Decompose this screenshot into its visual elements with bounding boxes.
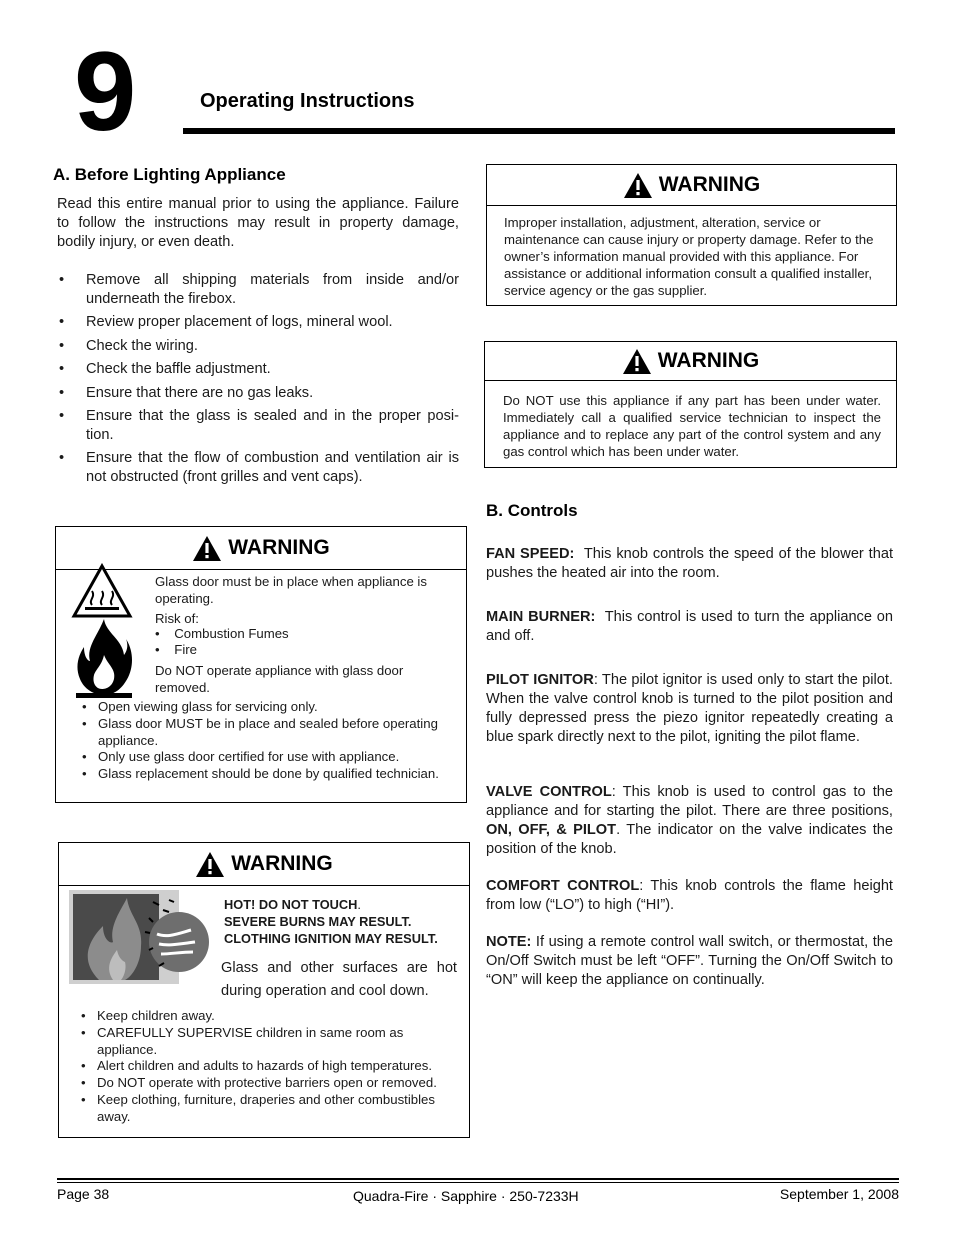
chapter-divider xyxy=(183,128,895,134)
list-item: • Fire xyxy=(155,642,197,657)
control-valve: VALVE CONTROL: This knob is used to control gas to the appliance and for starting the pilot. There are three positions, ON, OFF, & PILOT. The indicator on the valve indicates the position of the knob. xyxy=(486,784,893,857)
section-a-intro: Read this entire manual prior to using the appliance. Failure to follow the instructions may result in property damage, bodily injury, or even death. xyxy=(57,196,459,250)
list-item: • CAREFULLY SUPERVISE children in same room as appliance. xyxy=(81,1024,404,1057)
warning-header xyxy=(487,165,896,206)
footer-divider xyxy=(57,1178,899,1180)
list-item: • Ensure that there are no gas leaks. xyxy=(59,384,314,401)
list-item: • Only use glass door certified for use with appliance. xyxy=(82,749,400,765)
list-item: • Keep clothing, furniture, draperies and other combustibles away. xyxy=(81,1091,435,1124)
warning-glass-bullets xyxy=(77,699,447,783)
warning-glass-risk-label: Risk of: xyxy=(155,611,199,626)
warning-hot-caps: HOT! DO NOT TOUCH. SEVERE BURNS MAY RESULT. CLOTHING IGNITION MAY RESULT. xyxy=(224,897,438,946)
footer-document-id: Quadra-Fire · Sapphire · 250-7233H xyxy=(353,1188,579,1204)
warning-box-water xyxy=(484,341,897,468)
warning-box-hot xyxy=(58,842,470,1138)
list-item: • Remove all shipping materials from inside and/or underneath the firebox. xyxy=(59,272,459,307)
warning-header xyxy=(59,843,469,886)
hot-surface-icon xyxy=(71,563,133,619)
footer-divider-thin xyxy=(57,1182,899,1183)
list-item: • Keep children away. xyxy=(81,1008,215,1023)
chapter-title: Operating Instructions xyxy=(200,90,415,112)
list-item: • Glass replacement should be done by qualified technician. xyxy=(82,766,439,782)
control-fan-speed: FAN SPEED: This knob controls the speed of the blower that pushes the heated air into the room. xyxy=(486,546,894,581)
warning-box-glass-door xyxy=(55,526,467,803)
section-a-bullet-list xyxy=(57,271,459,491)
burn-hand-icon xyxy=(69,890,211,986)
list-item: • Check the wiring. xyxy=(59,337,198,354)
warning-triangle-icon xyxy=(195,851,225,878)
flame-icon xyxy=(74,617,134,699)
warning-title: WARNING xyxy=(657,349,760,372)
footer-date: September 1, 2008 xyxy=(779,1186,899,1202)
list-item: • Do NOT operate with protective barriers open or removed. xyxy=(81,1075,437,1091)
control-pilot-ignitor: PILOT IGNITOR: The pilot ignitor is used only to start the pilot. When the valve control knob is turned to the pilot position and fully depressed press the piezo ignitor repeatedly creating a blue spark directly next to the pilot, igniting the pilot flame. xyxy=(486,672,893,745)
warning-glass-line2: Do NOT operate appliance with glass door removed. xyxy=(155,663,404,695)
list-item: • Combustion Fumes xyxy=(155,626,289,641)
control-comfort: COMFORT CONTROL: This knob controls the flame height from low (“LO”) to high (“HI”). xyxy=(486,878,893,913)
warning-hot-surfaces: Glass and other surfaces are hot during operation and cool down. xyxy=(221,960,457,999)
footer-page-number: Page 38 xyxy=(57,1186,110,1202)
warning-install-text: Improper installation, adjustment, alteration, service or maintenance can cause injury or property damage. Refer to the owner’s information manual provided with this appliance. For assistance or additional information consult a qualified installer, service agency or the gas supplier. xyxy=(504,215,874,298)
section-b-heading: B. Controls xyxy=(486,501,578,520)
control-main-burner: MAIN BURNER: This control is used to turn the appliance on and off. xyxy=(486,609,894,644)
warning-water-text: Do NOT use this appliance if any part has been under water. Immediately call a qualified service technician to inspect the appliance and to replace any part of the control system and any gas control which has been under water. xyxy=(503,393,881,459)
list-item: • Check the baffle adjustment. xyxy=(59,361,271,377)
warning-hot-bullets xyxy=(76,1008,460,1126)
warning-triangle-icon xyxy=(623,172,653,199)
warning-box-installation xyxy=(486,164,897,306)
warning-title: WARNING xyxy=(658,173,761,196)
list-item: • Glass door MUST be in place and sealed before operating appliance. xyxy=(82,715,438,748)
list-item: • Ensure that the flow of combustion and ventilation air is not obstructed (front grilles and vent caps). xyxy=(59,450,459,485)
warning-glass-line1: Glass door must be in place when appliance is operating. xyxy=(155,574,427,606)
warning-triangle-icon xyxy=(622,348,652,375)
warning-title: WARNING xyxy=(228,536,330,559)
control-note: NOTE: If using a remote control wall switch, or thermostat, the On/Off Switch must be left “OFF”. Turning the On/Off Switch to “ON” will keep the appliance on continually. xyxy=(486,934,893,988)
warning-header xyxy=(485,342,896,381)
list-item: • Ensure that the glass is sealed and in the proper posi-tion. xyxy=(59,408,459,443)
warning-title: WARNING xyxy=(231,852,333,875)
list-item: • Alert children and adults to hazards of high temperatures. xyxy=(81,1058,433,1074)
list-item: • Open viewing glass for servicing only. xyxy=(82,699,318,714)
section-a-heading: A. Before Lighting Appliance xyxy=(53,165,286,184)
warning-triangle-icon xyxy=(192,535,222,562)
chapter-number: 9 xyxy=(74,29,135,154)
list-item: • Review proper placement of logs, mineral wool. xyxy=(59,314,393,330)
